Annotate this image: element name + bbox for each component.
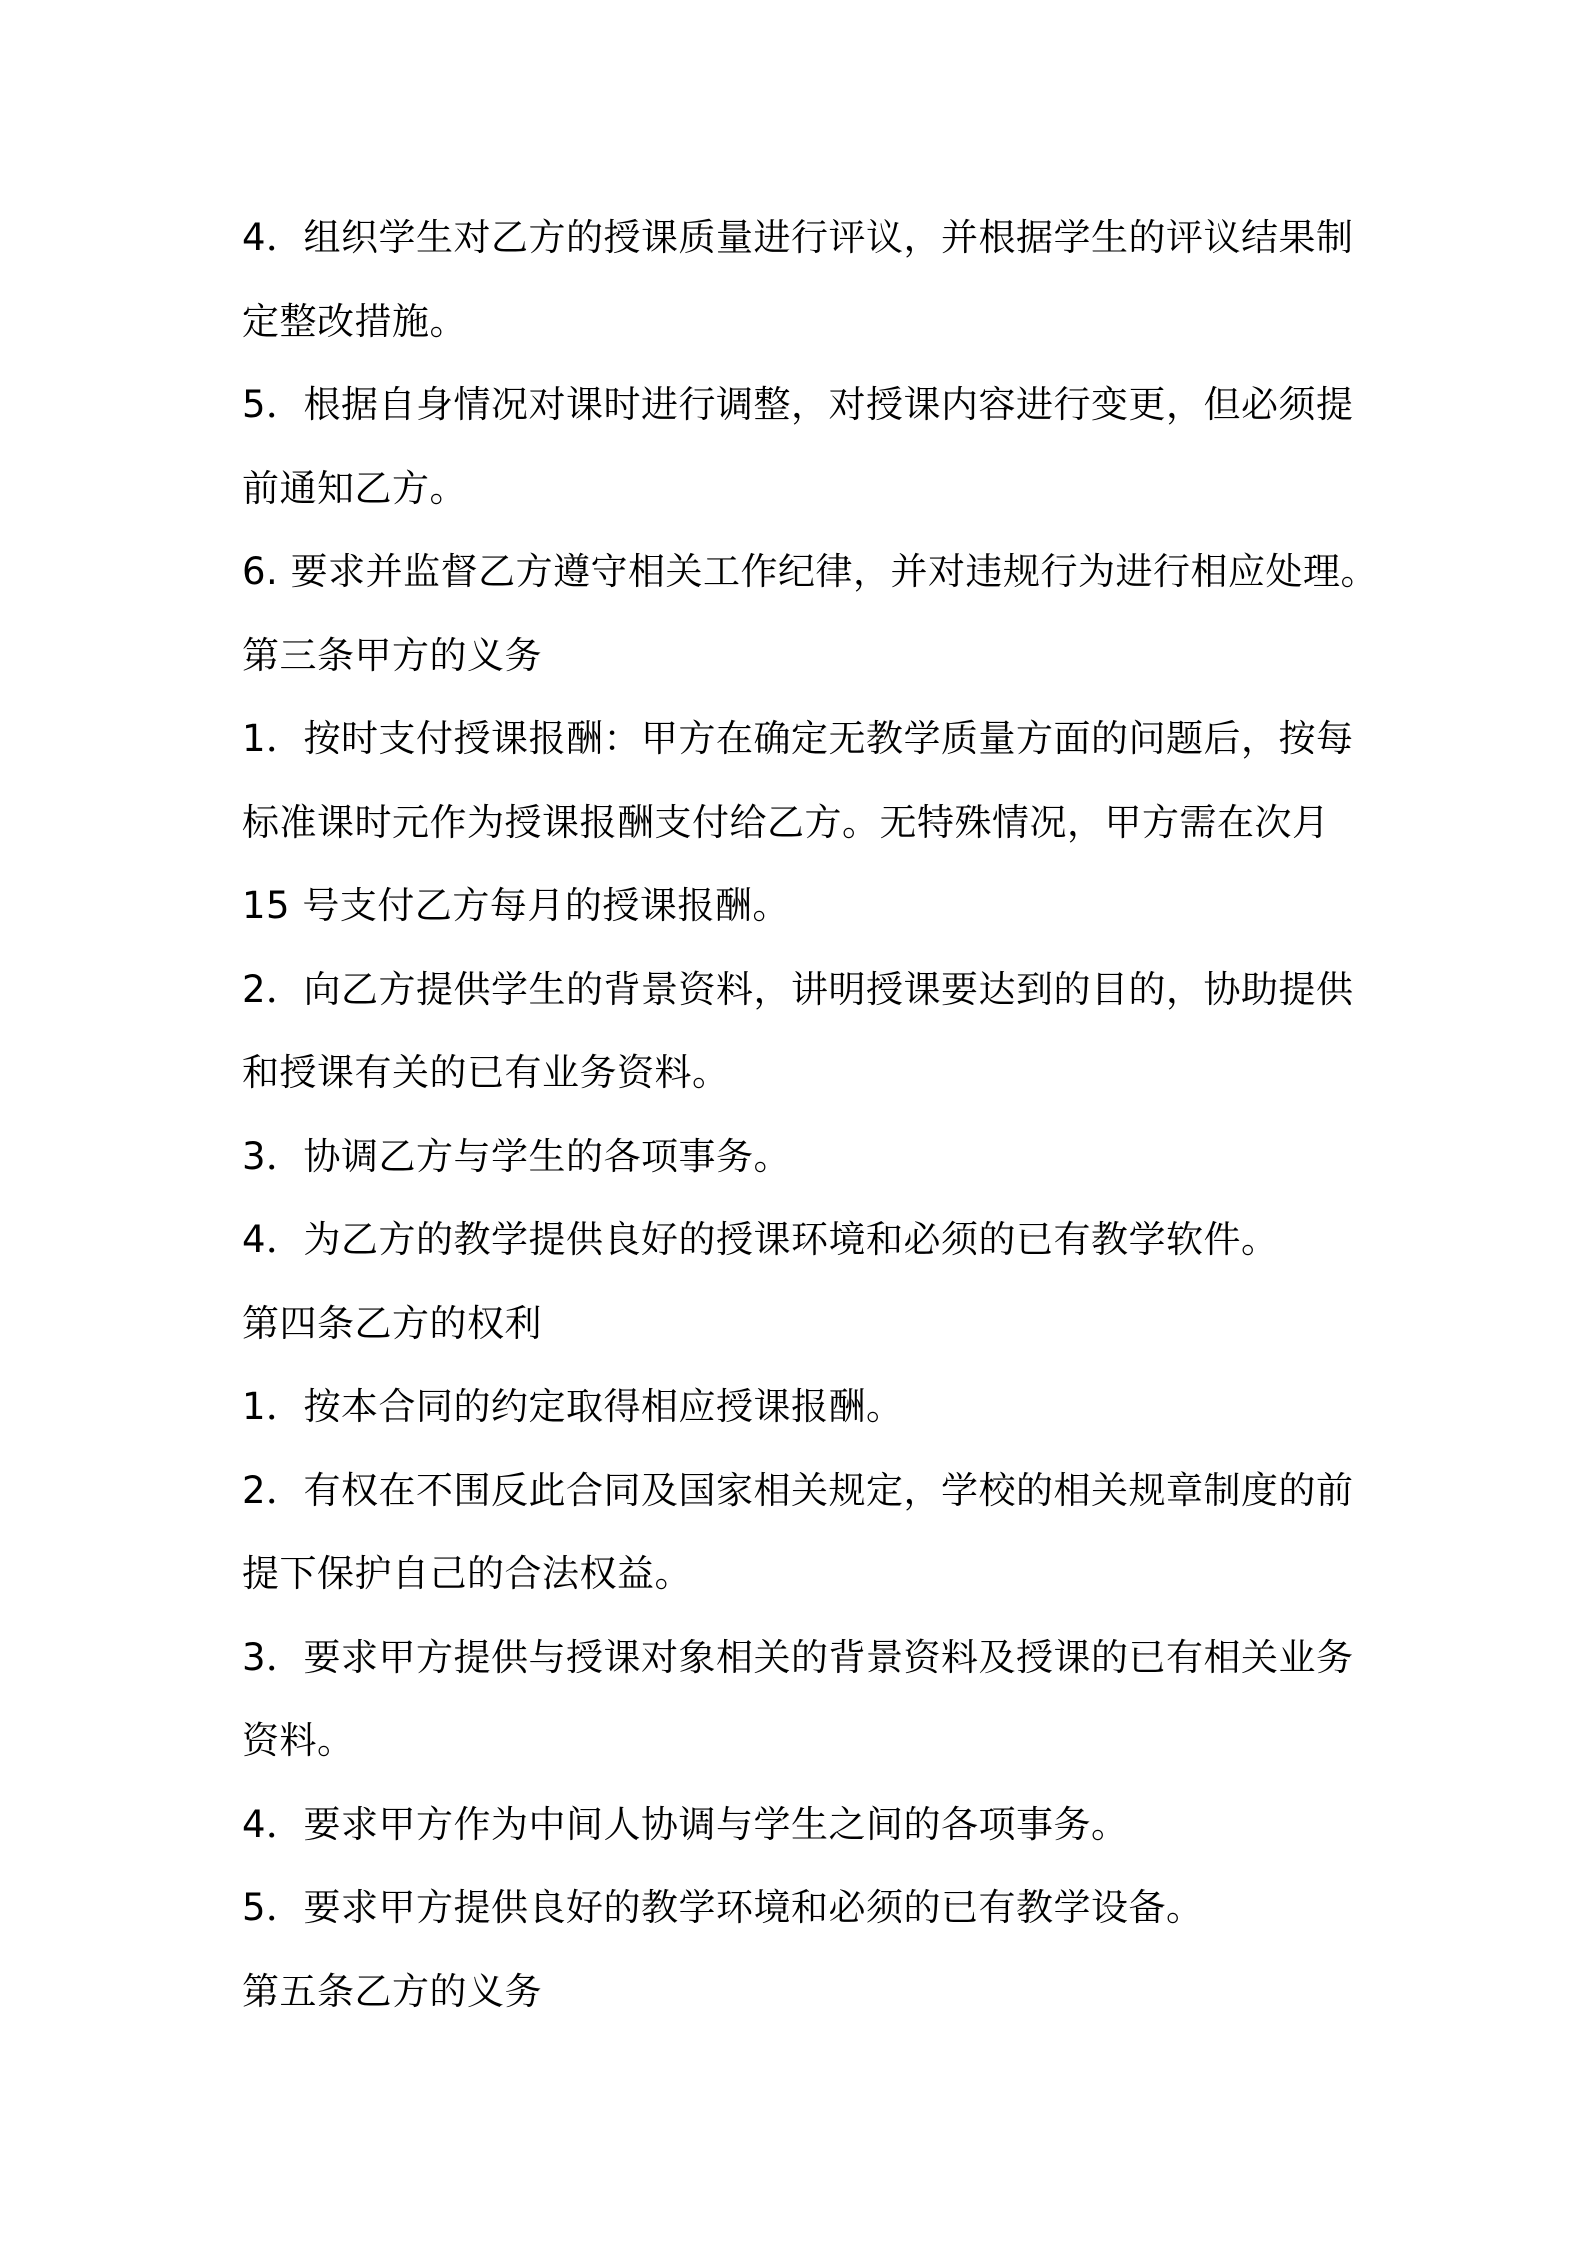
right-5-teaching-equipment: 5．要求甲方提供良好的教学环境和必须的已有教学设备。 bbox=[242, 1886, 1204, 1929]
obligation-3-coordinate: 3．协调乙方与学生的各项事务。 bbox=[242, 1134, 792, 1178]
obligation-2-background-line-2: 和授课有关的已有业务资料。 bbox=[242, 1051, 730, 1094]
clause-4-organize-evaluation-line-2: 定整改措施。 bbox=[242, 299, 467, 343]
obligation-2-background-line-1: 2．向乙方提供学生的背景资料，讲明授课要达到的目的，协助提供 bbox=[242, 967, 1354, 1011]
clause-5-adjust-hours-line-2: 前通知乙方。 bbox=[242, 466, 467, 510]
section-heading-article-3: 第三条甲方的义务 bbox=[242, 633, 542, 677]
right-3-request-materials-line-2: 资料。 bbox=[242, 1719, 355, 1762]
obligation-1-payment-line-3: 15 号支付乙方每月的授课报酬。 bbox=[242, 884, 790, 927]
obligation-1-payment-line-1: 1．按时支付授课报酬：甲方在确定无教学质量方面的问题后，按每 bbox=[242, 717, 1354, 760]
obligation-1-payment-line-2: 标准课时元作为授课报酬支付给乙方。无特殊情况，甲方需在次月 bbox=[242, 800, 1330, 844]
obligation-4-environment: 4．为乙方的教学提供良好的授课环境和必须的已有教学软件。 bbox=[242, 1218, 1279, 1261]
clause-6-supervise-discipline: 6. 要求并监督乙方遵守相关工作纪律，并对违规行为进行相应处理。 bbox=[242, 550, 1379, 593]
clause-4-organize-evaluation-line-1: 4．组织学生对乙方的授课质量进行评议，并根据学生的评议结果制 bbox=[242, 216, 1354, 259]
clause-5-adjust-hours-line-1: 5．根据自身情况对课时进行调整，对授课内容进行变更，但必须提 bbox=[242, 383, 1354, 426]
document-body bbox=[242, 196, 1379, 2033]
section-heading-article-5: 第五条乙方的义务 bbox=[242, 1969, 542, 2013]
right-4-intermediary: 4．要求甲方作为中间人协调与学生之间的各项事务。 bbox=[242, 1802, 1129, 1846]
right-3-request-materials-line-1: 3．要求甲方提供与授课对象相关的背景资料及授课的已有相关业务 bbox=[242, 1635, 1354, 1679]
section-heading-article-4: 第四条乙方的权利 bbox=[242, 1301, 542, 1345]
right-1-remuneration: 1．按本合同的约定取得相应授课报酬。 bbox=[242, 1385, 904, 1428]
right-2-protect-rights-line-1: 2．有权在不围反此合同及国家相关规定，学校的相关规章制度的前 bbox=[242, 1468, 1354, 1512]
right-2-protect-rights-line-2: 提下保护自己的合法权益。 bbox=[242, 1552, 692, 1595]
